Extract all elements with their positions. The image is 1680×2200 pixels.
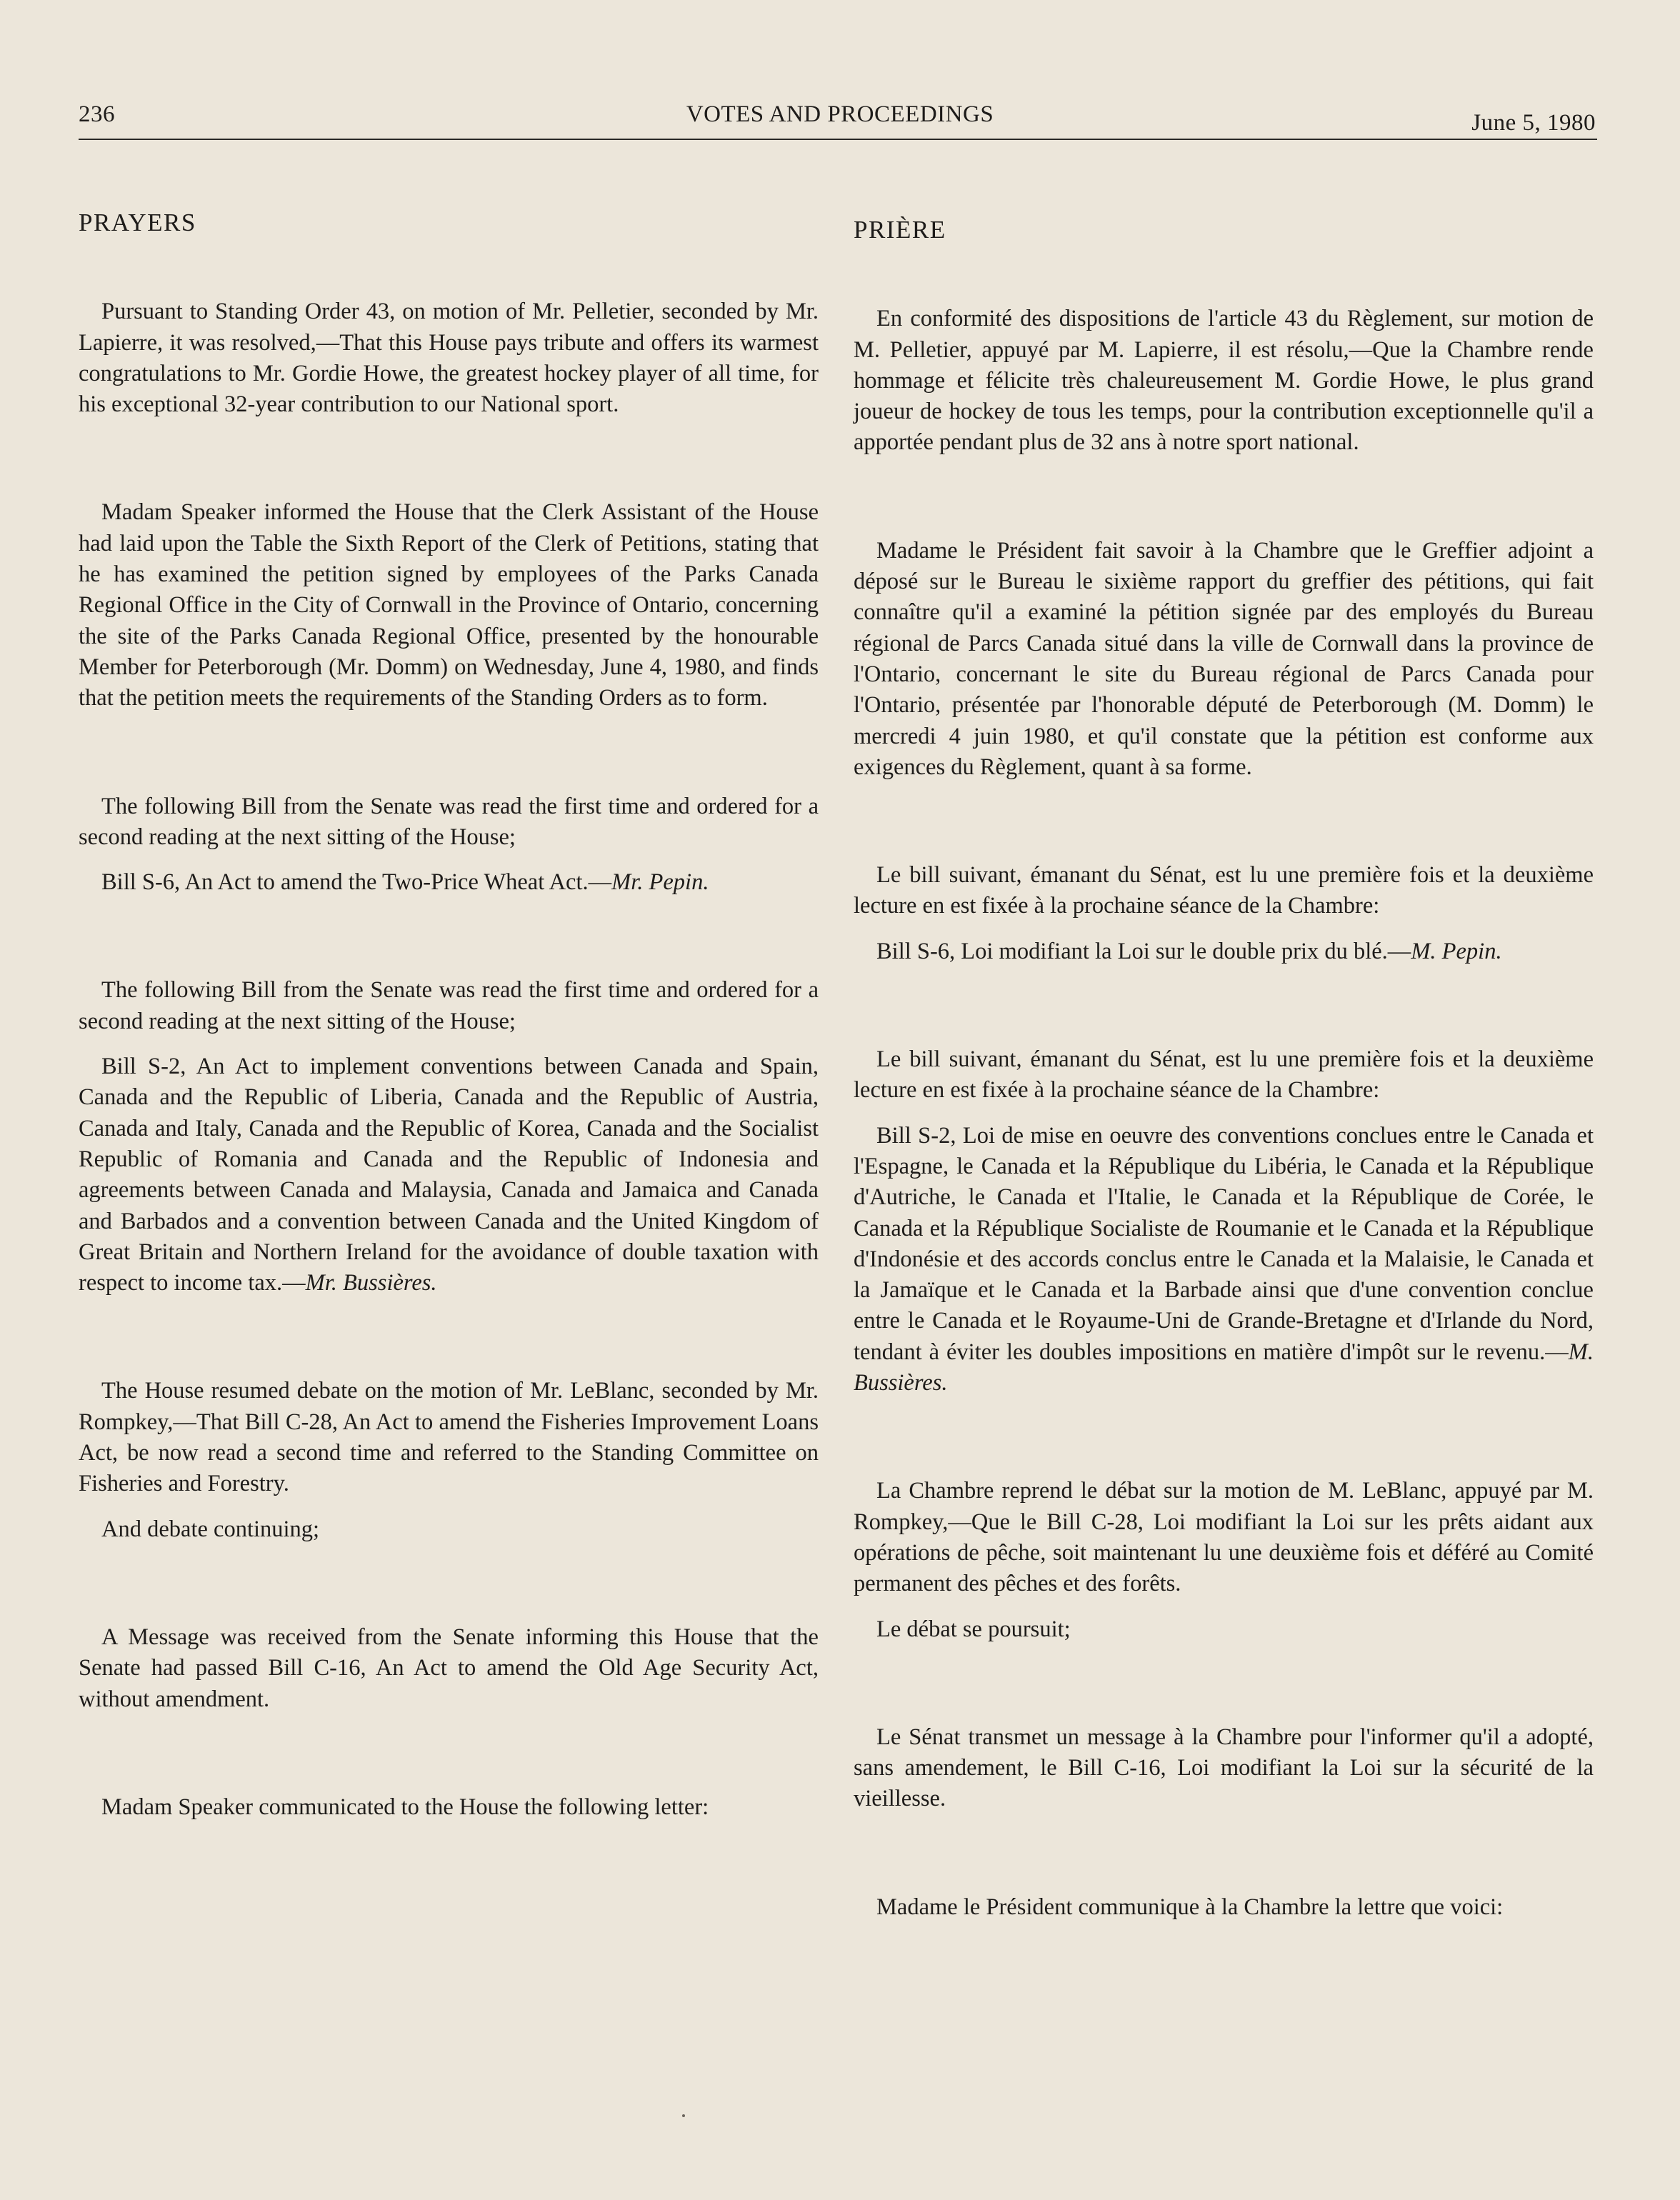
section-heading-english: PRAYERS bbox=[79, 209, 196, 236]
paragraphe-motion-gordie-howe: En conformité des dispositions de l'article 43 du Règlement, sur motion de M. Pelletier, appuyé par M. Lapierre, il est résolu,—Que la Chambre rende hommage et félicite très chaleureusement M. Gordie Howe, le plus grand joueur de hockey de tous les temps, pour la contribution exceptionnelle qu'il a apportée pendant plus de 32 ans à notre sport national. bbox=[854, 306, 1594, 456]
page-speck bbox=[682, 2114, 685, 2117]
paragraph-senate-bill-s6-intro: The following Bill from the Senate was read the first time and ordered for a second reading at the next sitting of the House; bbox=[79, 793, 819, 850]
paragraph-petition-report: Madam Speaker informed the House that the Clerk Assistant of the House had laid upon the Table the Sixth Report of the Clerk of Petitions, stating that he has examined the petition signed by employees of the Parks Canada Regional Office in the City of Cornwall in the Province of Ontario, concerning the site of the Parks Canada Regional Office, presented by the honourable Member for Peterborough (Mr. Domm) on Wednesday, June 4, 1980, and finds that the petition meets the requirements of the Standing Orders as to form. bbox=[79, 499, 819, 711]
english-column bbox=[79, 207, 819, 1823]
paragraph-gordie-howe-motion: Pursuant to Standing Order 43, on motion of Mr. Pelletier, seconded by Mr. Lapierre, it was resolved,—That this House pays tribute and offers its warmest congratulations to Mr. Gordie Howe, the greatest hockey player of all time, for his exceptional 32-year contribution to our National sport. bbox=[79, 299, 819, 418]
paragraph-debate-continuing: And debate continuing; bbox=[101, 1516, 320, 1542]
paragraph-senate-bill-s2-intro: The following Bill from the Senate was read the first time and ordered for a second reading at the next sitting of the House; bbox=[79, 977, 819, 1034]
bill-s6-parrain: M. Pepin. bbox=[1411, 938, 1502, 964]
paragraphe-bill-s2-intro: Le bill suivant, émanant du Sénat, est lu une première fois et la deuxième lecture en est fixée à la prochaine séance de la Chambre: bbox=[854, 1046, 1594, 1104]
paragraph-bill-s2 bbox=[79, 1051, 819, 1299]
bill-s2-text: Bill S-2, An Act to implement conventions between Canada and Spain, Canada and the Republic of Liberia, Canada and the Republic of Austria, Canada and Italy, Canada and the Republic of Korea, Canada and the Socialist Republic of Romania and Canada and the Republic of Indonesia and agreements between Canada and Malaysia, Canada and Jamaica and Canada and Barbados and a convention between Canada and the United Kingdom of Great Britain and Northern Ireland for the avoidance of double taxation with respect to income tax.— bbox=[79, 1054, 819, 1296]
paragraphe-debat-bill-c28: La Chambre reprend le débat sur la motion de M. LeBlanc, appuyé par M. Rompkey,—Que le Bill C-28, Loi modifiant la Loi sur les prêts aidant aux opérations de pêche, soit maintenant lu une deuxième fois et déféré au Comité permanent des pêches et des forêts. bbox=[854, 1478, 1594, 1597]
paragraph-debate-bill-c28: The House resumed debate on the motion of Mr. LeBlanc, seconded by Mr. Rompkey,—That Bill C-28, An Act to amend the Fisheries Improvement Loans Act, be now read a second time and referred to the Standing Committee on Fisheries and Forestry. bbox=[79, 1378, 819, 1497]
bill-s2-sponsor: Mr. Bussières. bbox=[305, 1270, 437, 1296]
running-title: VOTES AND PROCEEDINGS bbox=[686, 101, 994, 127]
paragraphe-lettre-president: Madame le Président communique à la Chambre la lettre que voici: bbox=[876, 1894, 1504, 1920]
section-heading-french: PRIÈRE bbox=[854, 216, 946, 244]
bill-s6-sponsor: Mr. Pepin. bbox=[611, 869, 709, 896]
paragraphe-bill-s6 bbox=[854, 936, 1594, 967]
french-column bbox=[854, 214, 1594, 1923]
paragraphe-debat-se-poursuit: Le débat se poursuit; bbox=[876, 1616, 1071, 1642]
page-number: 236 bbox=[79, 101, 115, 127]
bill-s6-text: Bill S-6, An Act to amend the Two-Price Wheat Act.— bbox=[101, 869, 612, 896]
paragraphe-bill-s2 bbox=[854, 1121, 1594, 1399]
paragraphe-rapport-petition: Madame le Président fait savoir à la Chambre que le Greffier adjoint a déposé sur le Bureau le sixième rapport du greffier des pétitions, qui fait connaître qu'il a examiné la pétition signée par des employés du Bureau régional de Parcs Canada situé dans la ville de Cornwall dans la province de l'Ontario, concernant le site du Bureau régional de Parcs Canada pour l'Ontario, présentée par l'honorable député de Peterborough (M. Domm) le mercredi 4 juin 1980, et qu'il constate que la pétition est conforme aux exigences du Règlement, quant à sa forme. bbox=[854, 537, 1594, 780]
paragraph-senate-message: A Message was received from the Senate informing this House that the Senate had passed Bill C-16, An Act to amend the Old Age Security Act, without amendment. bbox=[79, 1624, 819, 1712]
bill-s2-parrain: M. Bussières. bbox=[854, 1339, 1594, 1396]
bill-s6-texte: Bill S-6, Loi modifiant la Loi sur le double prix du blé.— bbox=[876, 938, 1411, 964]
page-date: June 5, 1980 bbox=[1471, 110, 1596, 136]
paragraph-bill-s6 bbox=[79, 867, 819, 898]
bill-s2-texte: Bill S-2, Loi de mise en oeuvre des conventions conclues entre le Canada et l'Espagne, le Canada et la République du Libéria, le Canada et la République d'Autriche, le Canada et l'Italie, le Canada et la République de Corée, le Canada et la République Socialiste de Roumanie et le Canada et la République d'Indonésie et des accords conclus entre le Canada et la Malaisie, le Canada et la Jamaïque et le Canada et la Barbade ainsi que d'une convention conclue entre le Canada et le Royaume-Uni de Grande-Bretagne et d'Irlande du Nord, tendant à éviter les doubles impositions en matière d'impôt sur le revenu.— bbox=[854, 1122, 1594, 1365]
paragraph-speaker-letter: Madam Speaker communicated to the House the following letter: bbox=[101, 1794, 709, 1820]
header-rule bbox=[79, 139, 1597, 140]
paragraphe-message-senat: Le Sénat transmet un message à la Chambre pour l'informer qu'il a adopté, sans amendement, le Bill C-16, Loi modifiant la Loi sur la sécurité de la vieillesse. bbox=[854, 1724, 1594, 1812]
paragraphe-bill-s6-intro: Le bill suivant, émanant du Sénat, est lu une première fois et la deuxième lecture en est fixée à la prochaine séance de la Chambre: bbox=[854, 862, 1594, 919]
